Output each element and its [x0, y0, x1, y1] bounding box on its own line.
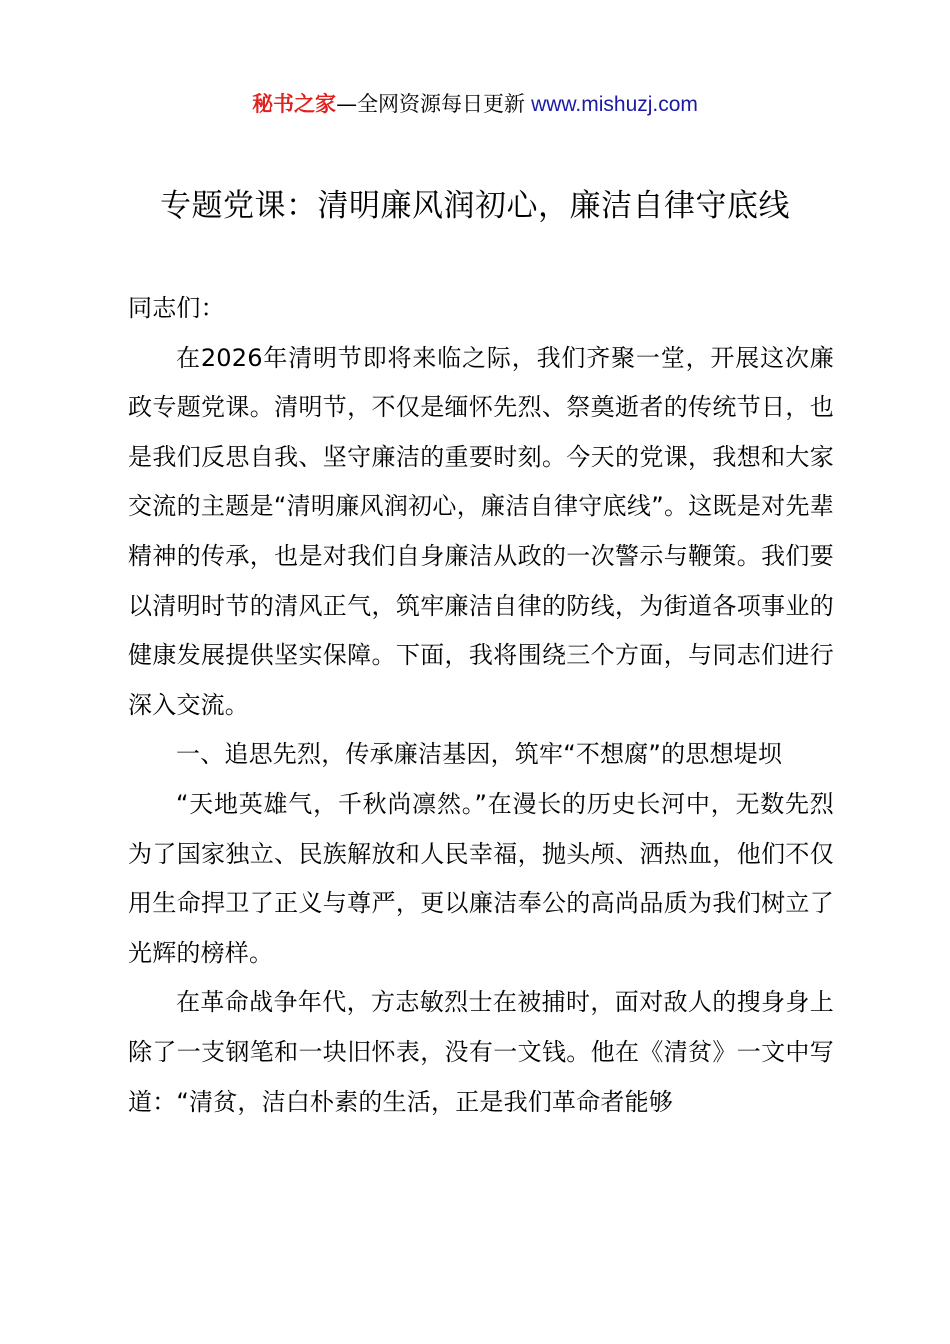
- site-url-link[interactable]: www.mishuzj.com: [531, 93, 698, 116]
- document-body: [128, 284, 834, 1127]
- site-header: [0, 88, 950, 121]
- site-brand: 秘书之家: [252, 92, 337, 116]
- section-heading-1: 一、追思先烈，传承廉洁基因，筑牢“不想腐”的思想堤坝: [176, 740, 783, 769]
- paragraph-fang-zhimin: 在革命战争年代，方志敏烈士在被捕时，面对敌人的搜身身上除了一支钢笔和一块旧怀表，没有一文钱。他在《清贫》一文中写道：“清贫，洁白朴素的生活，正是我们革命者能够: [128, 988, 834, 1116]
- document-title: 专题党课：清明廉风润初心，廉洁自律守底线: [160, 188, 790, 224]
- header-dash: —: [336, 92, 358, 116]
- paragraph-intro: 在2026年清明节即将来临之际，我们齐聚一堂，开展这次廉政专题党课。清明节，不仅是缅怀先烈、祭奠逝者的传统节日，也是我们反思自我、坚守廉洁的重要时刻。今天的党课，我想和大家交流的主题是“清明廉风润初心，廉洁自律守底线”。这既是对先辈精神的传承，也是对我们自身廉洁从政的一次警示与鞭策。我们要以清明时节的清风正气，筑牢廉洁自律的防线，为街道各项事业的健康发展提供坚实保障。下面，我将围绕三个方面，与同志们进行深入交流。: [128, 343, 834, 719]
- paragraph-quote: “天地英雄气，千秋尚凛然。”在漫长的历史长河中，无数先烈为了国家独立、民族解放和人民幸福，抛头颅、洒热血，他们不仅用生命捍卫了正义与尊严，更以廉洁奉公的高尚品质为我们树立了光辉的榜样。: [128, 789, 834, 967]
- salutation: 同志们：: [128, 294, 225, 322]
- site-tagline: 全网资源每日更新: [357, 92, 526, 116]
